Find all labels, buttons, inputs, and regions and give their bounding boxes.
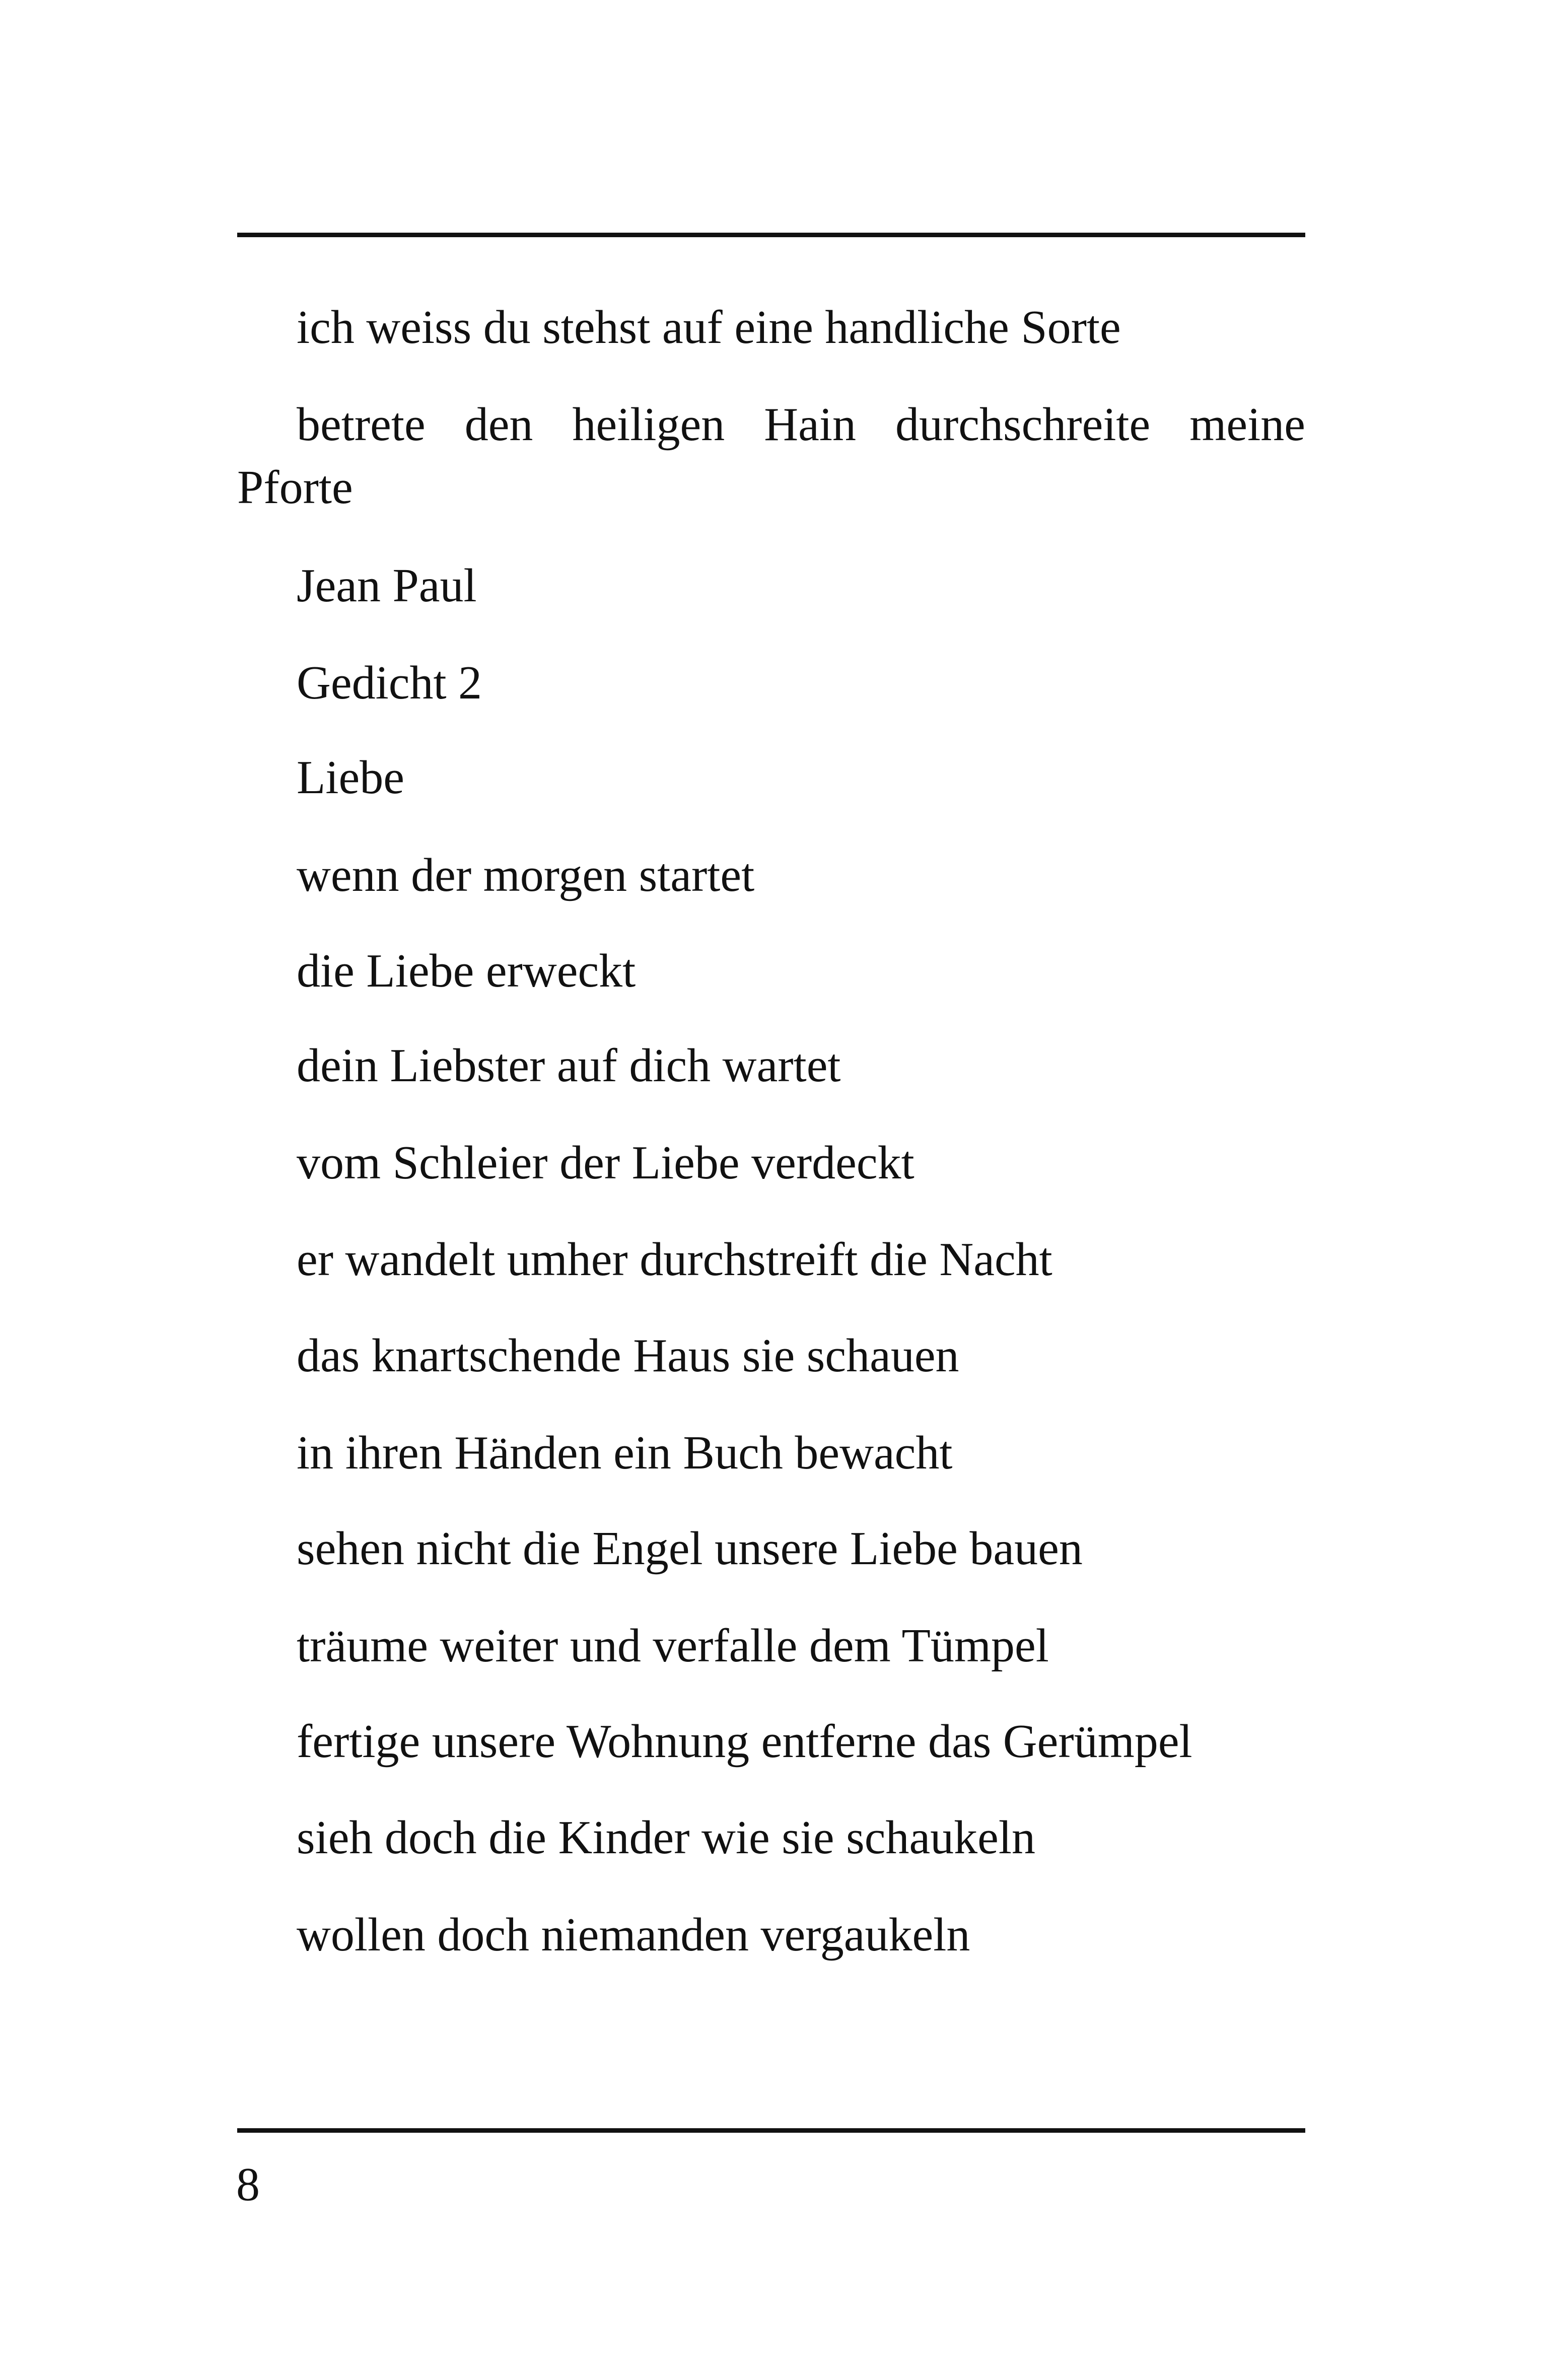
- page-number: 8: [236, 2158, 260, 2211]
- poem-heading: Gedicht 2: [297, 657, 482, 709]
- poem-line: die Liebe erweckt: [297, 945, 636, 997]
- author-line: Jean Paul: [297, 559, 477, 612]
- bottom-rule: [237, 2128, 1305, 2133]
- poem-line: träume weiter und verfalle dem Tümpel: [297, 1620, 1049, 1672]
- justified-word: Hain: [764, 398, 856, 451]
- poem-line: vom Schleier der Liebe verdeckt: [297, 1137, 914, 1189]
- poem-line: wenn der morgen startet: [297, 849, 755, 901]
- poem-line: er wandelt umher durchstreift die Nacht: [297, 1233, 1052, 1286]
- justified-word: durchschreite: [895, 398, 1151, 451]
- justified-word: meine: [1189, 398, 1305, 451]
- text-line-continuation: Pforte: [237, 461, 353, 514]
- poem-line: sehen nicht die Engel unsere Liebe bauen: [297, 1522, 1083, 1575]
- poem-line: wollen doch niemanden vergaukeln: [297, 1909, 970, 1961]
- poem-line: sieh doch die Kinder wie sie schaukeln: [297, 1811, 1036, 1864]
- text-line: ich weiss du stehst auf eine handliche Sorte: [297, 301, 1121, 354]
- justified-word: heiligen: [572, 398, 725, 451]
- justified-words: [237, 393, 1305, 456]
- justified-word: den: [464, 398, 533, 451]
- poem-title: Liebe: [297, 751, 404, 804]
- text-line-justified: [237, 393, 1305, 456]
- poem-line: das knartschende Haus sie schauen: [297, 1329, 959, 1382]
- poem-line: fertige unsere Wohnung entferne das Gerümpel: [297, 1715, 1192, 1768]
- top-rule: [237, 233, 1305, 237]
- poem-line: in ihren Händen ein Buch bewacht: [297, 1427, 953, 1479]
- poem-line: dein Liebster auf dich wartet: [297, 1039, 841, 1092]
- justified-word: betrete: [297, 398, 426, 451]
